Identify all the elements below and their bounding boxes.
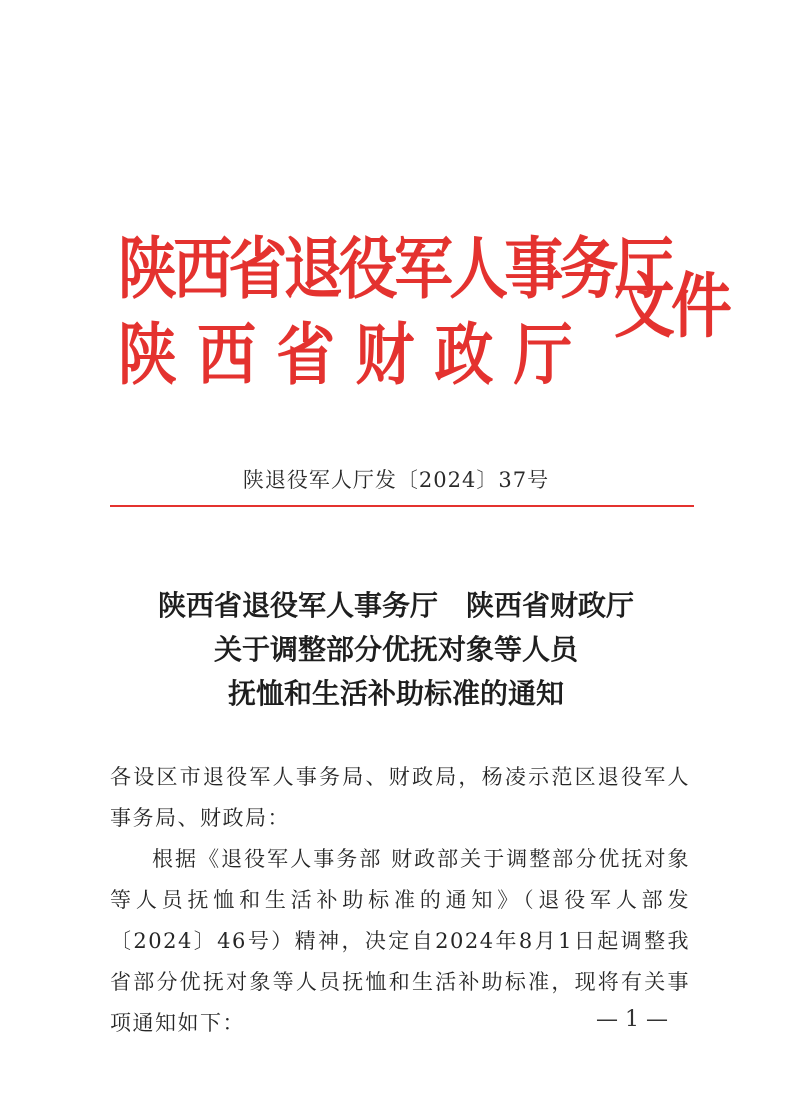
title-line-1: 陕西省退役军人事务厅 陕西省财政厅: [157, 589, 634, 622]
red-letterhead: [118, 230, 728, 402]
document-body: [110, 757, 690, 1044]
letterhead-org-2: 陕西省财政厅: [118, 316, 593, 395]
title-line-2: 关于调整部分优抚对象等人员: [213, 633, 578, 666]
body-paragraph-1: 根据《退役军人事务部 财政部关于调整部分优抚对象等人员抚恤和生活补助标准的通知》（退役军人部发〔2024〕46号）精神，决定自2024年8月1日起调整我省部分优抚对象等人员抚恤和生活补助标准，现将有关事项通知如下：: [110, 847, 690, 1035]
red-divider: [110, 505, 694, 507]
recipients-paragraph: 各设区市退役军人事务局、财政局，杨凌示范区退役军人事务局、财政局：: [110, 765, 690, 830]
letterhead-org-1: 陕西省退役军人事务厅: [118, 230, 670, 309]
page-number: — 1 —: [596, 1007, 668, 1032]
letterhead-suffix: 文件: [614, 266, 728, 349]
title-line-3: 抚恤和生活补助标准的通知: [227, 677, 564, 710]
document-title: [0, 584, 792, 716]
document-number: 陕退役军人厅发〔2024〕37号: [242, 468, 550, 492]
